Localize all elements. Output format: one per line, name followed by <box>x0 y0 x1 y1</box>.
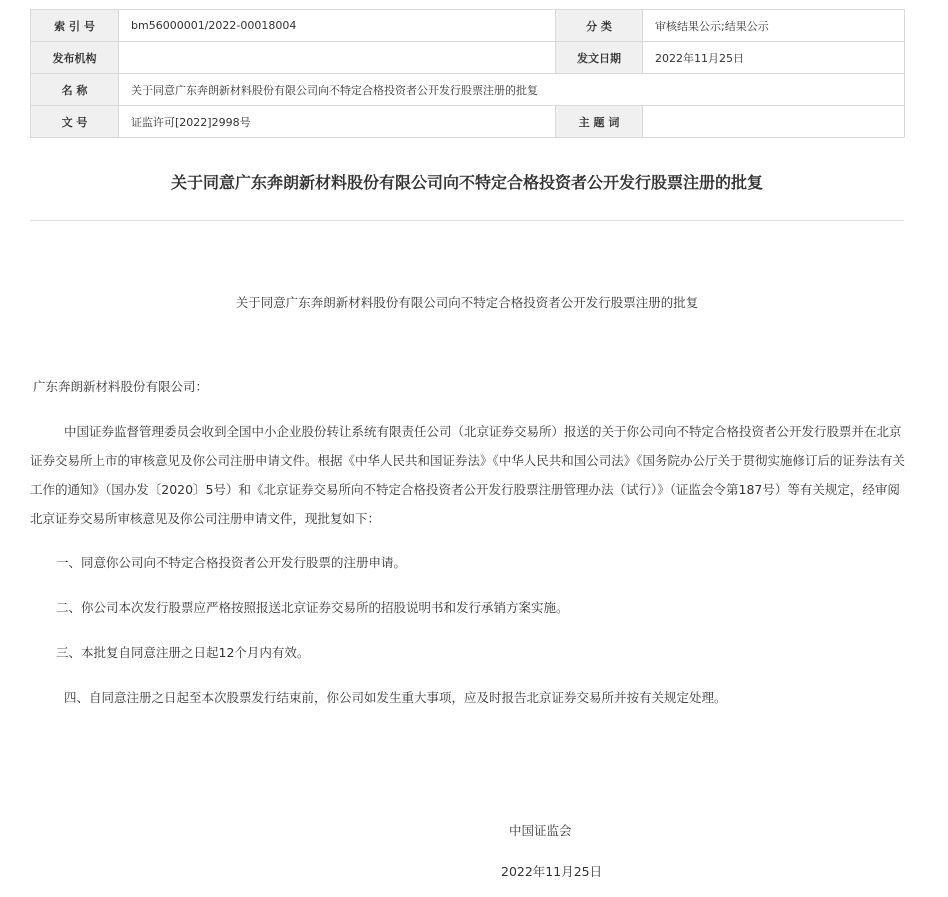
approval-item-2: 二、你公司本次发行股票应严格按照报送北京证券交易所的招股说明书和发行承销方案实施。 <box>56 600 569 615</box>
metadata-row-name <box>31 74 905 106</box>
doc-no-label: 文 号 <box>31 106 119 138</box>
document-metadata-table <box>30 9 905 138</box>
signature-organization: 中国证监会 <box>509 823 572 838</box>
date-label: 发文日期 <box>556 42 643 74</box>
metadata-row-index <box>31 10 905 42</box>
index-label: 索 引 号 <box>31 10 119 42</box>
subject-value <box>643 106 905 138</box>
subject-label: 主 题 词 <box>556 106 643 138</box>
approval-item-3: 三、本批复自同意注册之日起12个月内有效。 <box>56 645 310 660</box>
signature-date: 2022年11月25日 <box>501 864 603 879</box>
metadata-row-doc-no <box>31 106 905 138</box>
category-label: 分 类 <box>556 10 643 42</box>
approval-item-1: 一、同意你公司向不特定合格投资者公开发行股票的注册申请。 <box>56 555 407 570</box>
index-value: bm56000001/2022-00018004 <box>119 10 556 42</box>
issuer-value <box>119 42 556 74</box>
doc-no-value: 证监许可[2022]2998号 <box>119 106 556 138</box>
name-value: 关于同意广东奔朗新材料股份有限公司向不特定合格投资者公开发行股票注册的批复 <box>119 74 905 106</box>
date-value: 2022年11月25日 <box>643 42 905 74</box>
salutation: 广东奔朗新材料股份有限公司： <box>33 379 209 394</box>
issuer-label: 发布机构 <box>31 42 119 74</box>
main-paragraph: 中国证券监督管理委员会收到全国中小企业股份转让系统有限责任公司（北京证券交易所）报送的关于你公司向不特定合格投资者公开发行股票并在北京证券交易所上市的审核意见及你公司注册申请文件。根据《中华人民共和国证券法》《中华人民共和国公司法》《国务院办公厅关于贯彻实施修订后的证券法有关工作的通知》（国办发〔2020〕5号）和《北京证券交易所向不特定合格投资者公开发行股票注册管理办法（试行）》（证监会令第187号）等有关规定，经审阅北京证券交易所审核意见及你公司注册申请文件，现批复如下： <box>30 424 906 526</box>
metadata-row-issuer <box>31 42 905 74</box>
document-title: 关于同意广东奔朗新材料股份有限公司向不特定合格投资者公开发行股票注册的批复 <box>170 173 763 192</box>
body-title: 关于同意广东奔朗新材料股份有限公司向不特定合格投资者公开发行股票注册的批复 <box>235 295 699 310</box>
title-divider <box>30 220 904 221</box>
approval-item-4: 四、自同意注册之日起至本次股票发行结束前，你公司如发生重大事项，应及时报告北京证券交易所并按有关规定处理。 <box>64 690 727 705</box>
category-value: 审核结果公示;结果公示 <box>643 10 905 42</box>
name-label: 名 称 <box>31 74 119 106</box>
